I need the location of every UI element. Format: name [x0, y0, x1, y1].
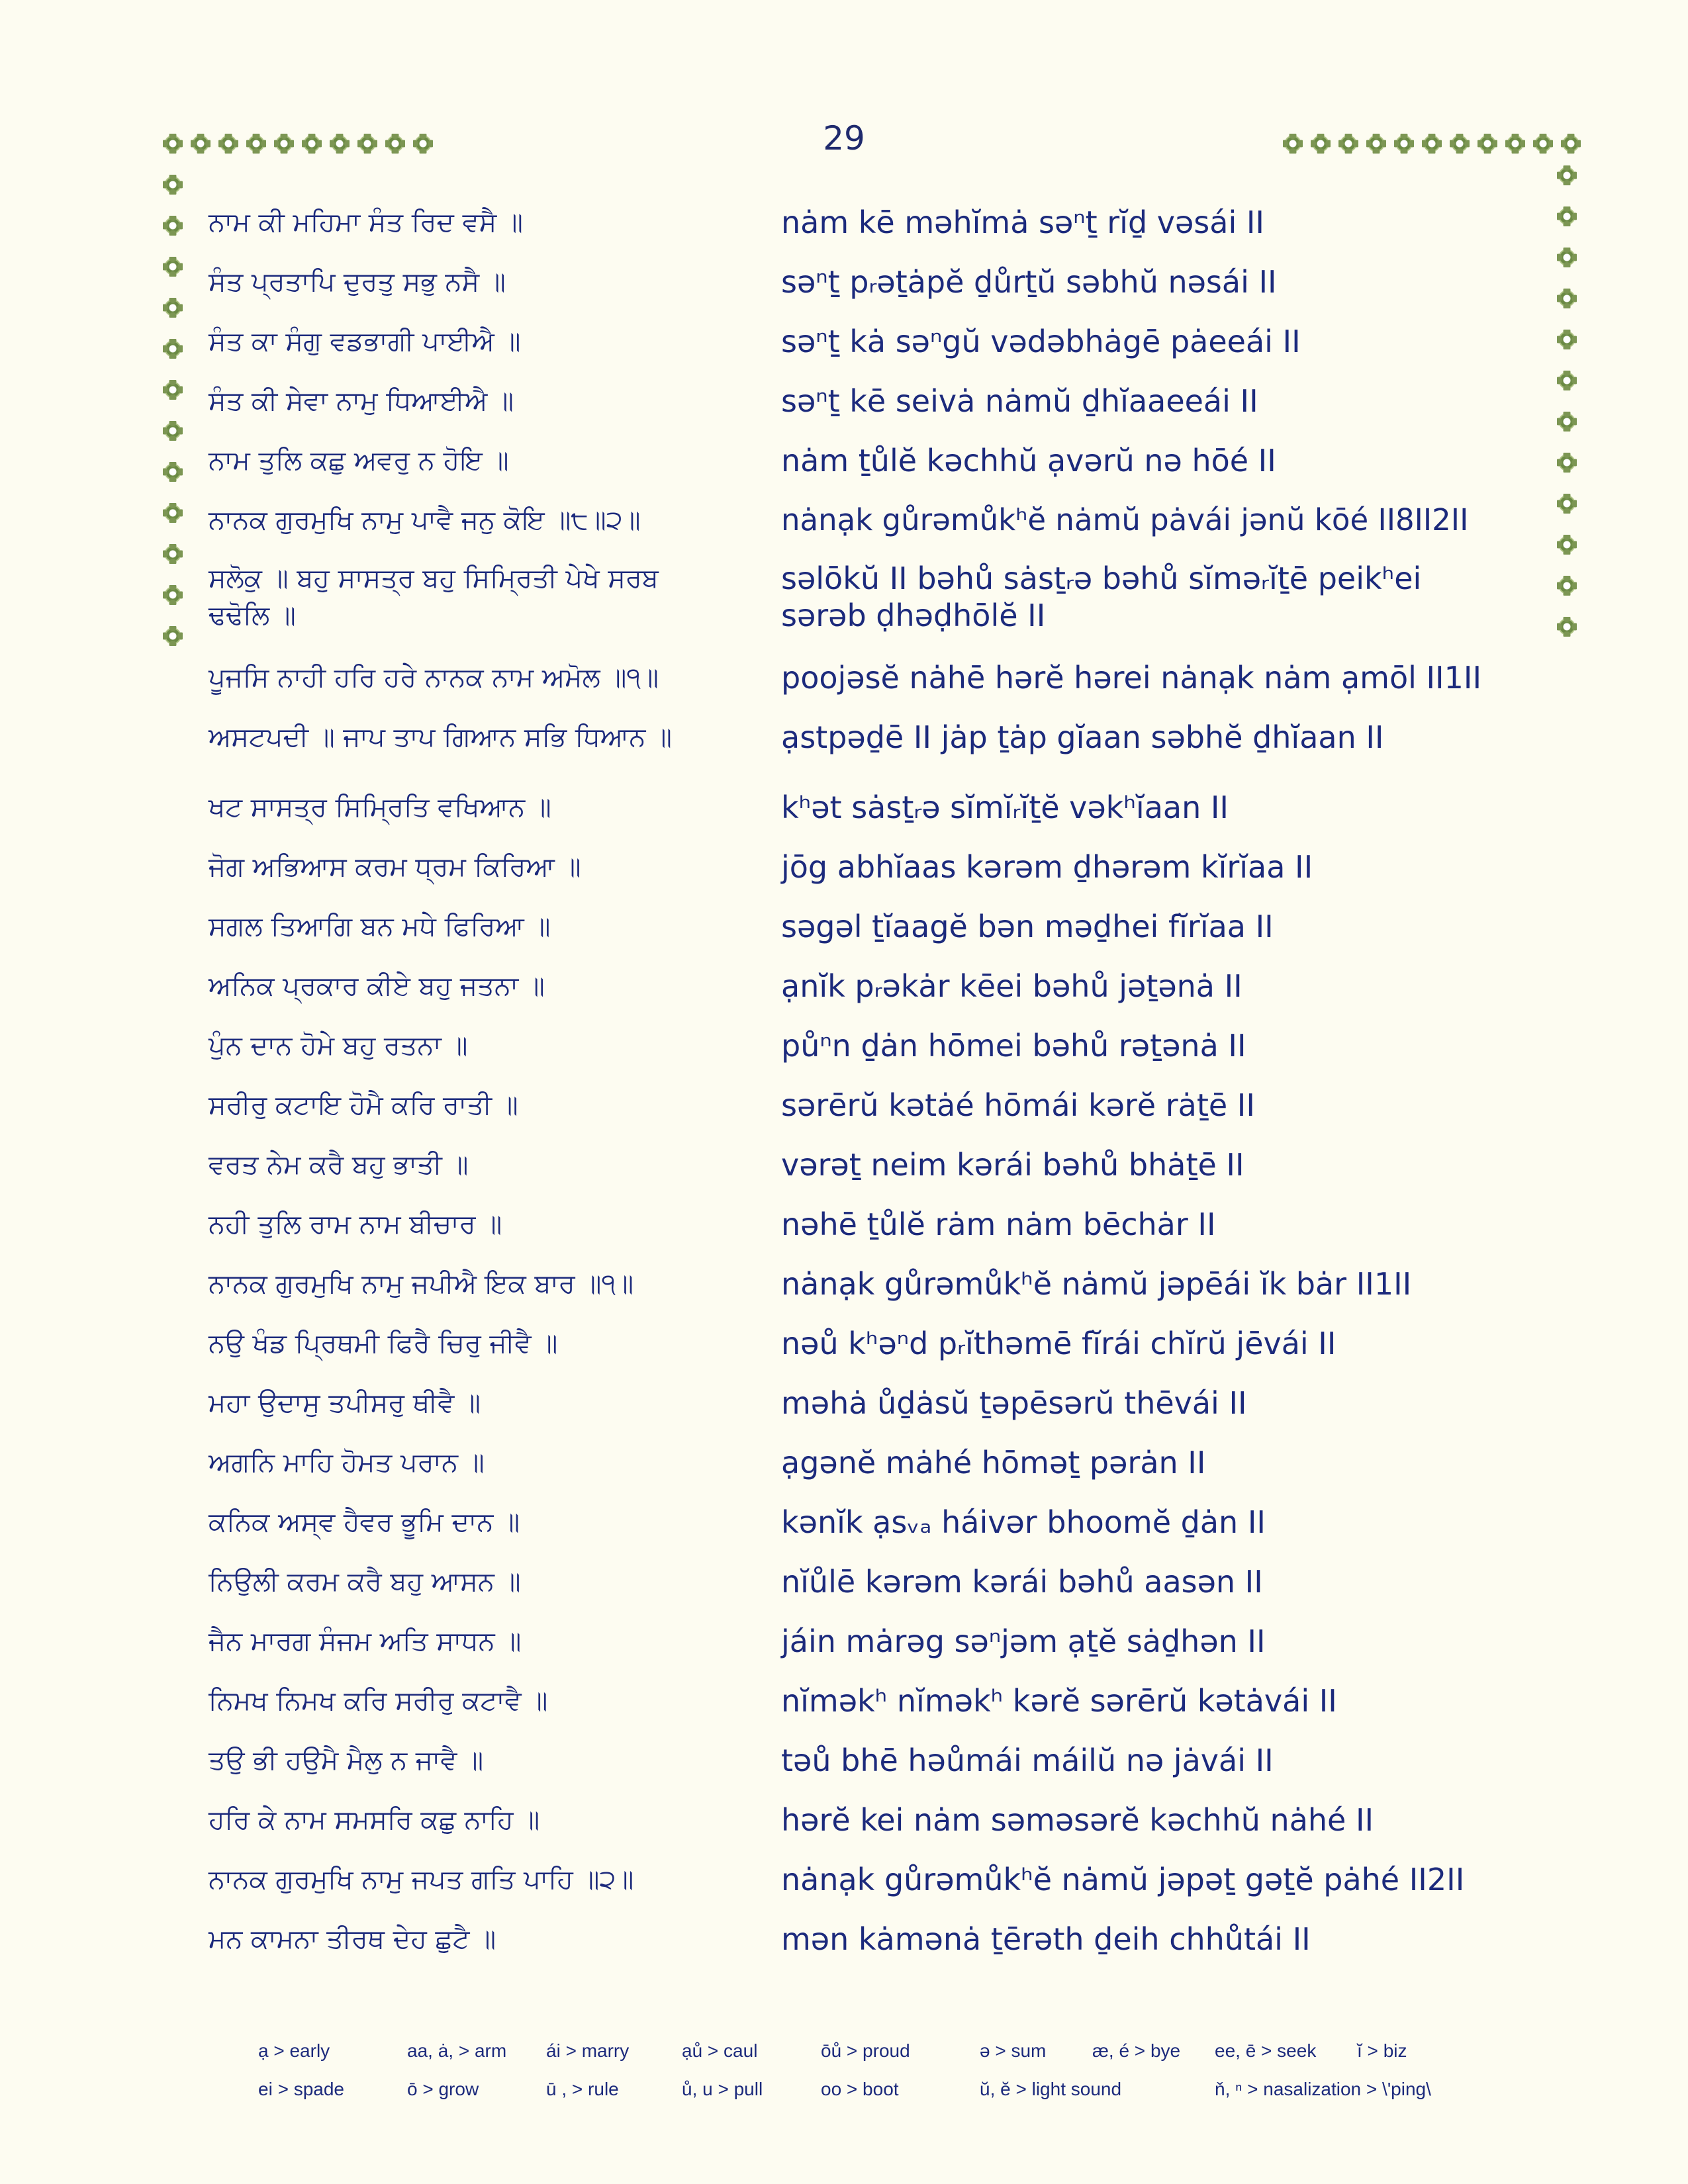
legend-item: aa, ȧ, > arm — [407, 2040, 507, 2061]
legend-item: æ, é > bye — [1092, 2040, 1181, 2061]
gurmukhi-line: ਮਹਾ ਉਦਾਸੁ ਤਪੀਸਰੁ ਥੀਵੈ ॥ — [209, 1388, 481, 1418]
legend-item: ů, u > pull — [682, 2079, 763, 2099]
transliteration-line: səⁿṯ kē seivȧ nȧmŭ ḏhĭaaeeái II — [781, 383, 1258, 419]
transliteration-line: nȧnạk gůrəmůkʰĕ nȧmŭ pȧvái jənŭ kōé II8II2II — [781, 502, 1469, 537]
gurmukhi-line: ਨਾਨਕ ਗੁਰਮੁਖਿ ਨਾਮੁ ਪਾਵੈ ਜਨੁ ਕੋਇ ॥੮॥੨॥ — [209, 505, 641, 535]
gurmukhi-line: ਨਾਨਕ ਗੁਰਮੁਖਿ ਨਾਮੁ ਜਪੀਐ ਇਕ ਬਾਰ ॥੧॥ — [209, 1269, 634, 1299]
verse-row — [0, 1563, 1688, 1616]
transliteration-line: nəů kʰəⁿd pᵣĭthəmē fĭrái chĭrŭ jēvái II — [781, 1326, 1336, 1361]
legend-item: ōů > proud — [821, 2040, 910, 2061]
verse-row — [0, 908, 1688, 961]
verse-row — [0, 1087, 1688, 1140]
gurmukhi-line: ਨਉ ਖੰਡ ਪ੍ਰਿਥਮੀ ਫਿਰੈ ਚਿਰੁ ਜੀਵੈ ॥ — [209, 1328, 558, 1359]
gurmukhi-line: ਪੁੰਨ ਦਾਨ ਹੋਮੇ ਬਹੁ ਰਤਨਾ ॥ — [209, 1030, 468, 1061]
gurmukhi-line: ਮਨ ਕਾਮਨਾ ਤੀਰਥ ਦੇਹ ਛੁਟੈ ॥ — [209, 1924, 496, 1954]
verse-row — [0, 1861, 1688, 1914]
transliteration-line: kʰət sȧsṯᵣə sĭmĭᵣĭṯĕ vəkʰĭaan II — [781, 790, 1229, 825]
transliteration-line: nȧm kē məhĭmȧ səⁿṯ rĭḏ vəsái II — [781, 205, 1264, 240]
legend-item: ạů > caul — [682, 2040, 758, 2061]
gurmukhi-line: ਅਗਨਿ ਮਾਹਿ ਹੋਮਤ ਪਰਾਨ ॥ — [209, 1447, 485, 1478]
transliteration-line: ạgənĕ mȧhé hōməṯ pərȧn II — [781, 1445, 1206, 1480]
legend-item: ạ > early — [258, 2040, 330, 2061]
legend-item: ō > grow — [407, 2079, 479, 2099]
verse-row — [0, 442, 1688, 495]
gurmukhi-line: ਤਉ ਭੀ ਹਉਮੈ ਮੈਲੁ ਨ ਜਾਵੈ ॥ — [209, 1745, 484, 1776]
verse-row — [0, 263, 1688, 316]
transliteration-line: nĭůlē kərəm kərái bəhů aasən II — [781, 1564, 1263, 1600]
transliteration-line: nȧm ṯůlĕ kəchhŭ ạvərŭ nə hōé II — [781, 443, 1276, 478]
transliteration-line: poojəsĕ nȧhē hərĕ hərei nȧnạk nȧm ạmōl II1II — [781, 660, 1482, 696]
pronunciation-legend — [258, 2032, 1516, 2109]
gurmukhi-line: ਅਸਟਪਦੀ ॥ ਜਾਪ ਤਾਪ ਗਿਆਨ ਸਭਿ ਧਿਆਨ ॥ — [209, 722, 673, 752]
legend-row — [258, 2032, 1516, 2070]
gurmukhi-line: ਸਲੋਕੁ ॥ ਬਹੁ ਸਾਸਤ੍ਰ ਬਹੁ ਸਿਮ੍ਰਿਤੀ ਪੇਖੇ ਸਰਬ ਢਢੋਲਿ ॥ — [209, 563, 659, 631]
legend-item: ĭ > biz — [1357, 2040, 1407, 2061]
gurmukhi-line: ਪੂਜਸਿ ਨਾਹੀ ਹਰਿ ਹਰੇ ਨਾਨਕ ਨਾਮ ਅਮੋਲ ॥੧॥ — [209, 662, 659, 693]
transliteration-line: səⁿṯ pᵣəṯȧpĕ ḏůrṯŭ səbhŭ nəsái II — [781, 264, 1277, 300]
transliteration-line: nəhē ṯůlĕ rȧm nȧm bēchȧr II — [781, 1206, 1216, 1242]
legend-item: ái > marry — [546, 2040, 630, 2061]
legend-item: ei > spade — [258, 2079, 344, 2099]
gurmukhi-line: ਵਰਤ ਨੇਮ ਕਰੈ ਬਹੁ ਭਾਤੀ ॥ — [209, 1150, 469, 1180]
verse-row — [0, 1682, 1688, 1735]
gurmukhi-line: ਨਾਨਕ ਗੁਰਮੁਖਿ ਨਾਮੁ ਜਪਤ ਗਤਿ ਪਾਹਿ ॥੨॥ — [209, 1864, 634, 1895]
verse-row — [0, 659, 1688, 712]
verse-row — [0, 719, 1688, 772]
gurmukhi-line: ਨਹੀ ਤੁਲਿ ਰਾਮ ਨਾਮ ਬੀਚਾਰ ॥ — [209, 1209, 502, 1240]
transliteration-line: ạstpəḏē II jȧp ṯȧp gĭaan səbhĕ ḏhĭaan II — [781, 719, 1384, 755]
verse-row — [0, 968, 1688, 1021]
legend-item: ee, ē > seek — [1215, 2040, 1317, 2061]
gurmukhi-line: ਹਰਿ ਕੇ ਨਾਮ ਸਮਸਰਿ ਕਛੁ ਨਾਹਿ ॥ — [209, 1805, 540, 1835]
gurmukhi-line: ਜੋਗ ਅਭਿਆਸ ਕਰਮ ਧ੍ਰਮ ਕਿਰਿਆ ॥ — [209, 852, 581, 882]
transliteration-line: təů bhē həůmái máilŭ nə jȧvái II — [781, 1743, 1274, 1778]
gurmukhi-line: ਅਨਿਕ ਪ੍ਰਕਾਰ ਕੀਏ ਬਹੁ ਜਤਨਾ ॥ — [209, 971, 545, 1001]
gurmukhi-line: ਨਿਮਖ ਨਿਮਖ ਕਰਿ ਸਰੀਰੁ ਕਟਾਵੈ ॥ — [209, 1686, 548, 1716]
verse-row — [0, 848, 1688, 901]
gurmukhi-line: ਨਿਉਲੀ ਕਰਮ ਕਰੈ ਬਹੁ ਆਸਨ ॥ — [209, 1567, 521, 1597]
transliteration-line: kənĭk ạsᵥₐ háivər bhoomĕ ḏȧn II — [781, 1504, 1266, 1540]
transliteration-line: jáin mȧrəg səⁿjəm ạṯĕ sȧḏhən II — [781, 1623, 1266, 1659]
verse-row — [0, 383, 1688, 435]
page-number: 29 — [823, 119, 865, 158]
gurmukhi-line: ਸਰੀਰੁ ਕਟਾਇ ਹੋਮੈ ਕਰਿ ਰਾਤੀ ॥ — [209, 1090, 518, 1120]
gurmukhi-line: ਸੰਤ ਕਾ ਸੰਗੁ ਵਡਭਾਗੀ ਪਾਈਐ ॥ — [209, 326, 521, 357]
verse-row — [0, 1801, 1688, 1854]
transliteration-line: səgəl ṯĭaagĕ bən məḏhei fĭrĭaa II — [781, 909, 1274, 944]
transliteration-line: məhȧ ůḏȧsŭ ṯəpēsərŭ thēvái II — [781, 1385, 1247, 1421]
transliteration-line: jōg abhĭaas kərəm ḏhərəm kĭrĭaa II — [781, 849, 1313, 885]
gurmukhi-line: ਨਾਮ ਕੀ ਮਹਿਮਾ ਸੰਤ ਰਿਦ ਵਸੈ ॥ — [209, 207, 523, 238]
verse-row — [0, 1265, 1688, 1318]
transliteration-line: sərērŭ kətȧé hōmái kərĕ rȧṯē II — [781, 1087, 1255, 1123]
verse-row — [0, 204, 1688, 257]
gurmukhi-line: ਕਨਿਕ ਅਸ੍ਵ ਹੈਵਰ ਭੂਮਿ ਦਾਨ ॥ — [209, 1507, 520, 1537]
transliteration-line: səⁿṯ kȧ səⁿgŭ vədəbhȧgē pȧeeái II — [781, 324, 1301, 359]
verse-row — [0, 1385, 1688, 1437]
verse-row — [0, 789, 1688, 842]
transliteration-line: hərĕ kei nȧm səməsərĕ kəchhŭ nȧhé II — [781, 1802, 1374, 1838]
transliteration-line: vərəṯ neim kərái bəhů bhȧṯē II — [781, 1147, 1244, 1183]
gurmukhi-line: ਸਗਲ ਤਿਆਗਿ ਬਨ ਮਧੇ ਫਿਰਿਆ ॥ — [209, 911, 551, 942]
transliteration-line: nȧnạk gůrəmůkʰĕ nȧmŭ jəpēái ĭk bȧr II1II — [781, 1266, 1412, 1302]
legend-item: ŭ, ĕ > light sound — [980, 2079, 1122, 2099]
verse-row — [0, 1325, 1688, 1378]
verse-row — [0, 1623, 1688, 1676]
gurmukhi-line: ਜੈਨ ਮਾਰਗ ਸੰਜਮ ਅਤਿ ਸਾਧਨ ॥ — [209, 1626, 522, 1657]
gurmukhi-line: ਨਾਮ ਤੁਲਿ ਕਛੁ ਅਵਰੁ ਨ ਹੋਇ ॥ — [209, 445, 509, 476]
gurmukhi-line: ਸੰਤ ਪ੍ਰਤਾਪਿ ਦੁਰਤੁ ਸਭੁ ਨਸੈ ॥ — [209, 267, 506, 297]
verse-row — [0, 1921, 1688, 1974]
verse-row — [0, 560, 1688, 646]
verse-row — [0, 1146, 1688, 1199]
transliteration-line: mən kȧmənȧ ṯērəth ḏeih chhůtái II — [781, 1921, 1311, 1957]
transliteration-line: půⁿn ḏȧn hōmei bəhů rəṯənȧ II — [781, 1028, 1246, 1064]
verse-row — [0, 1027, 1688, 1080]
verse-row — [0, 1444, 1688, 1497]
gurmukhi-line: ਖਟ ਸਾਸਤ੍ਰ ਸਿਮ੍ਰਿਤਿ ਵਖਿਆਨ ॥ — [209, 792, 551, 823]
legend-item: ə > sum — [980, 2040, 1047, 2061]
verse-row — [0, 1206, 1688, 1259]
verse-row — [0, 323, 1688, 376]
transliteration-line: səlōkŭ II bəhů sȧsṯᵣə bəhů sĭməᵣĭṯē peikʰei sərəb ḍhəḍhōlĕ II — [781, 561, 1422, 633]
legend-item: ň, ⁿ > nasalization > \'ping\ — [1215, 2079, 1431, 2099]
verse-row — [0, 1742, 1688, 1795]
transliteration-line: ạnĭk pᵣəkȧr kēei bəhů jəṯənȧ II — [781, 968, 1243, 1004]
verse-row — [0, 502, 1688, 555]
transliteration-line: nȧnạk gůrəmůkʰĕ nȧmŭ jəpəṯ gəṯĕ pȧhé II2II — [781, 1862, 1465, 1897]
legend-item: oo > boot — [821, 2079, 899, 2099]
legend-row — [258, 2070, 1516, 2109]
transliteration-line: nĭməkʰ nĭməkʰ kərĕ sərērŭ kətȧvái II — [781, 1683, 1337, 1719]
verse-row — [0, 1504, 1688, 1557]
gurmukhi-line: ਸੰਤ ਕੀ ਸੇਵਾ ਨਾਮੁ ਧਿਆਈਐ ॥ — [209, 386, 514, 416]
legend-item: ū , > rule — [546, 2079, 619, 2099]
